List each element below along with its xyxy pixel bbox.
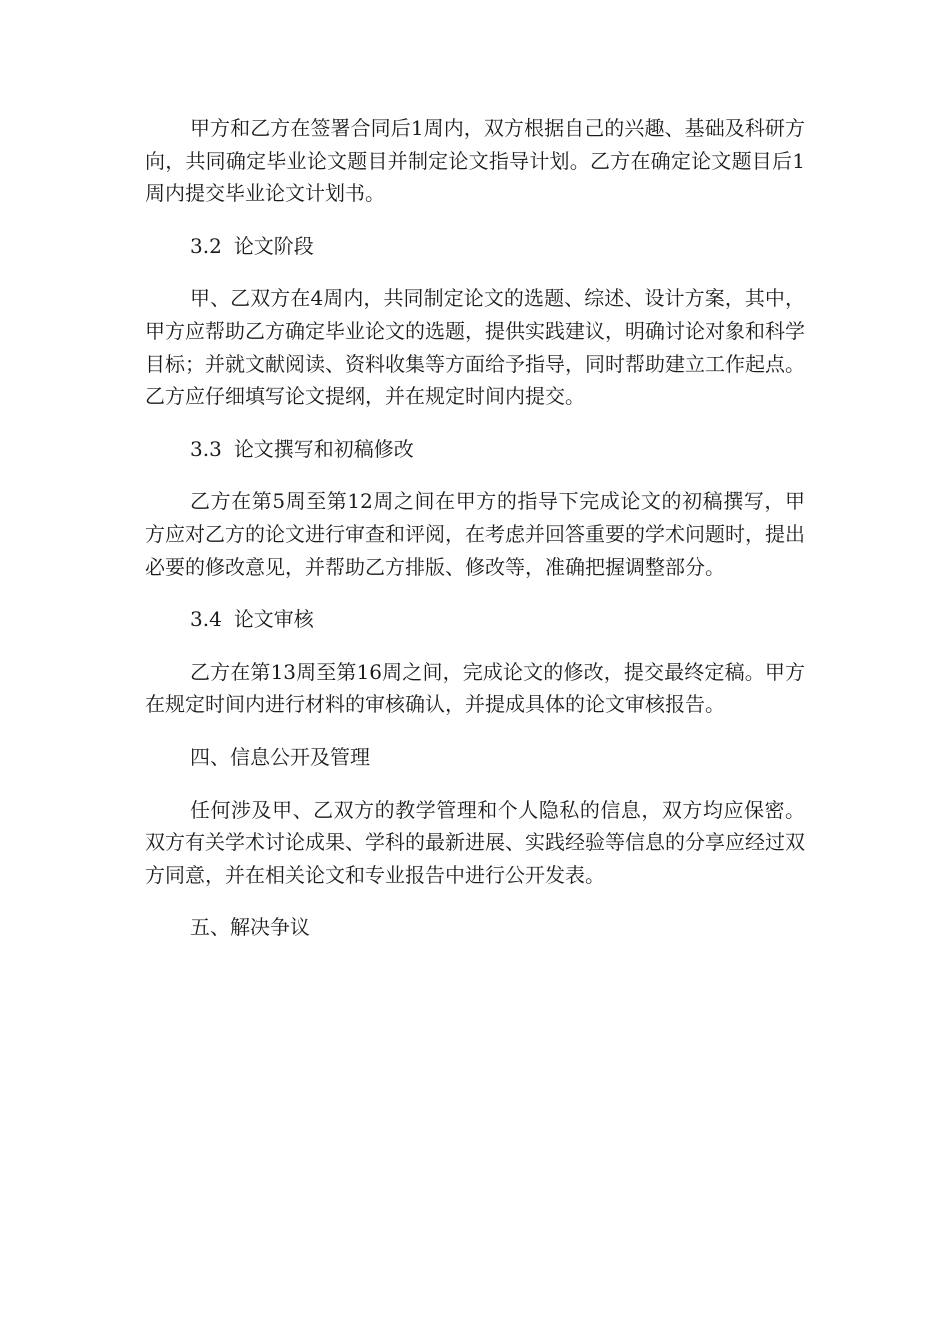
document-body bbox=[145, 112, 805, 964]
section-number: 3.3 bbox=[190, 436, 222, 461]
section-heading-3-2 bbox=[145, 230, 805, 263]
section-title: 论文审核 bbox=[233, 607, 314, 632]
section-title: 论文阶段 bbox=[233, 233, 314, 258]
section-heading-5: 五、解决争议 bbox=[190, 915, 310, 940]
section-heading-3-4 bbox=[145, 603, 805, 636]
section-heading-3-3 bbox=[145, 433, 805, 466]
paragraph-thesis-stage: 甲、乙双方在4周内，共同制定论文的选题、综述、设计方案，其中，甲方应帮助乙方确定毕业论文的选题，提供实践建议，明确讨论对象和科学目标；并就文献阅读、资料收集等方面给予指导，同时帮助建立工作起点。乙方应仔细填写论文提纲，并在规定时间内提交。 bbox=[145, 286, 805, 409]
paragraph-thesis-topic: 甲方和乙方在签署合同后1周内，双方根据自己的兴趣、基础及科研方向，共同确定毕业论文题目并制定论文指导计划。乙方在确定论文题目后1周内提交毕业论文计划书。 bbox=[145, 116, 805, 206]
section-number: 3.2 bbox=[190, 233, 222, 258]
paragraph-draft-writing: 乙方在第5周至第12周之间在甲方的指导下完成论文的初稿撰写，甲方应对乙方的论文进行审查和评阅，在考虑并回答重要的学术问题时，提出必要的修改意见，并帮助乙方排版、修改等，准确把握调整部分。 bbox=[145, 489, 805, 579]
section-heading-4: 四、信息公开及管理 bbox=[190, 744, 370, 769]
paragraph-information-disclosure: 任何涉及甲、乙双方的教学管理和个人隐私的信息，双方均应保密。双方有关学术讨论成果、学科的最新进展、实践经验等信息的分享应经过双方同意，并在相关论文和专业报告中进行公开发表。 bbox=[145, 797, 805, 887]
section-number: 3.4 bbox=[190, 607, 222, 632]
section-title: 论文撰写和初稿修改 bbox=[233, 436, 414, 461]
paragraph-thesis-review: 乙方在第13周至第16周之间，完成论文的修改，提交最终定稿。甲方在规定时间内进行材料的审核确认，并提成具体的论文审核报告。 bbox=[145, 659, 805, 717]
